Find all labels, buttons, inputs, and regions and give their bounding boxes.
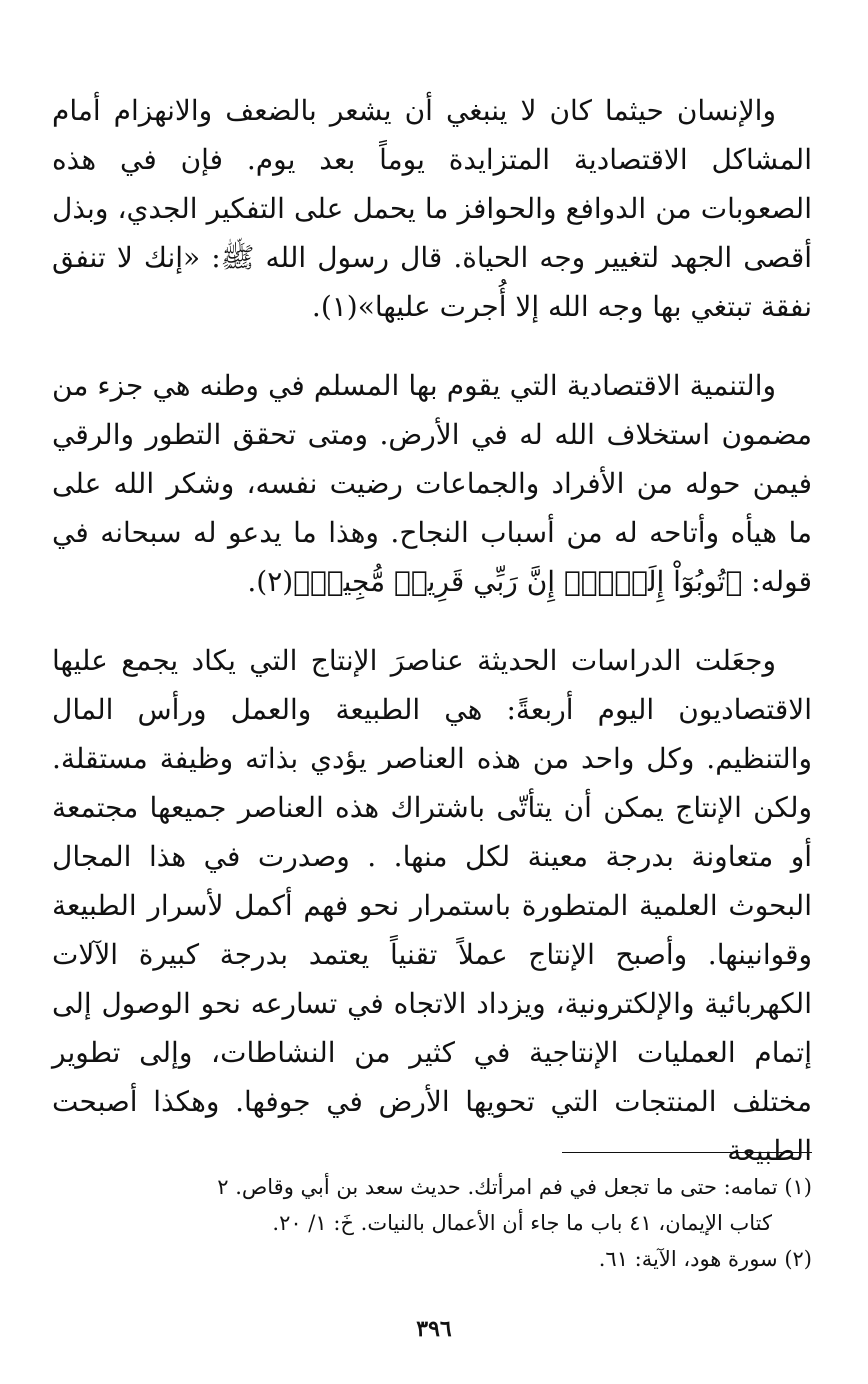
footnote-2: (٢) سورة هود، الآية: ٦١.	[598, 1247, 812, 1271]
page-number: ٣٩٦	[416, 1316, 452, 1342]
paragraph-2: والتنمية الاقتصادية التي يقوم بها المسلم في وطنه هي جزء من مضمون استخلاف الله له في الأرض. ومتى تحقق التطور والرقي فيمن حوله من الأفراد والجماعات رضيت نفسه، وشكر الله على ما هيأه وأتاحه له من أسباب النجاح. وهذا ما يدعو له سبحانه في قوله: ﴿تُوبُوٓاْ إِلَيۡهِۚ إِنَّ رَبِّي قَرِيبٞ مُّجِيبٞ﴾(٢).	[52, 369, 812, 598]
footnote-1-line-1: (١) تمامه: حتى ما تجعل في فم امرأتك. حديث سعد بن أبي وقاص. ٢	[217, 1175, 812, 1199]
footnote-1-line-2: كتاب الإيمان، ٤١ باب ما جاء أن الأعمال بالنيات. خَ: ١/ ٢٠.	[272, 1211, 772, 1235]
page-body	[52, 86, 812, 1175]
footnote-1	[52, 1169, 812, 1241]
paragraph-1: والإنسان حيثما كان لا ينبغي أن يشعر بالضعف والانهزام أمام المشاكل الاقتصادية المتزايدة يوماً بعد يوم. فإن في هذه الصعوبات من الدوافع والحوافز ما يحمل على التفكير الجدي، وبذل أقصى الجهد لتغيير وجه الحياة. قال رسول الله ﷺ: «إنك لا تنفق نفقة تبتغي بها وجه الله إلا أُجرت عليها»(١).	[52, 94, 812, 323]
footnotes	[52, 1152, 812, 1277]
paragraph-3: وجعَلت الدراسات الحديثة عناصرَ الإنتاج التي يكاد يجمع عليها الاقتصاديون اليوم أربعةً: هي الطبيعة والعمل ورأس المال والتنظيم. وكل واحد من هذه العناصر يؤدي بذاته وظيفة مستقلة. ولكن الإنتاج يمكن أن يتأتّى باشتراك هذه العناصر جميعها مجتمعة أو متعاونة بدرجة معينة لكل منها. . وصدرت في هذا المجال البحوث العلمية المتطورة باستمرار نحو فهم أكمل لأسرار الطبيعة وقوانينها. وأصبح الإنتاج عملاً تقنياً يعتمد بدرجة كبيرة الآلات الكهربائية والإلكترونية، ويزداد الاتجاه في تسارعه نحو الوصول إلى إتمام العمليات الإنتاجية في كثير من النشاطات، وإلى تطوير مختلف المنتجات التي تحويها الأرض في جوفها. وهكذا أصبحت الطبيعة	[52, 644, 812, 1167]
footnote-separator	[562, 1152, 812, 1153]
